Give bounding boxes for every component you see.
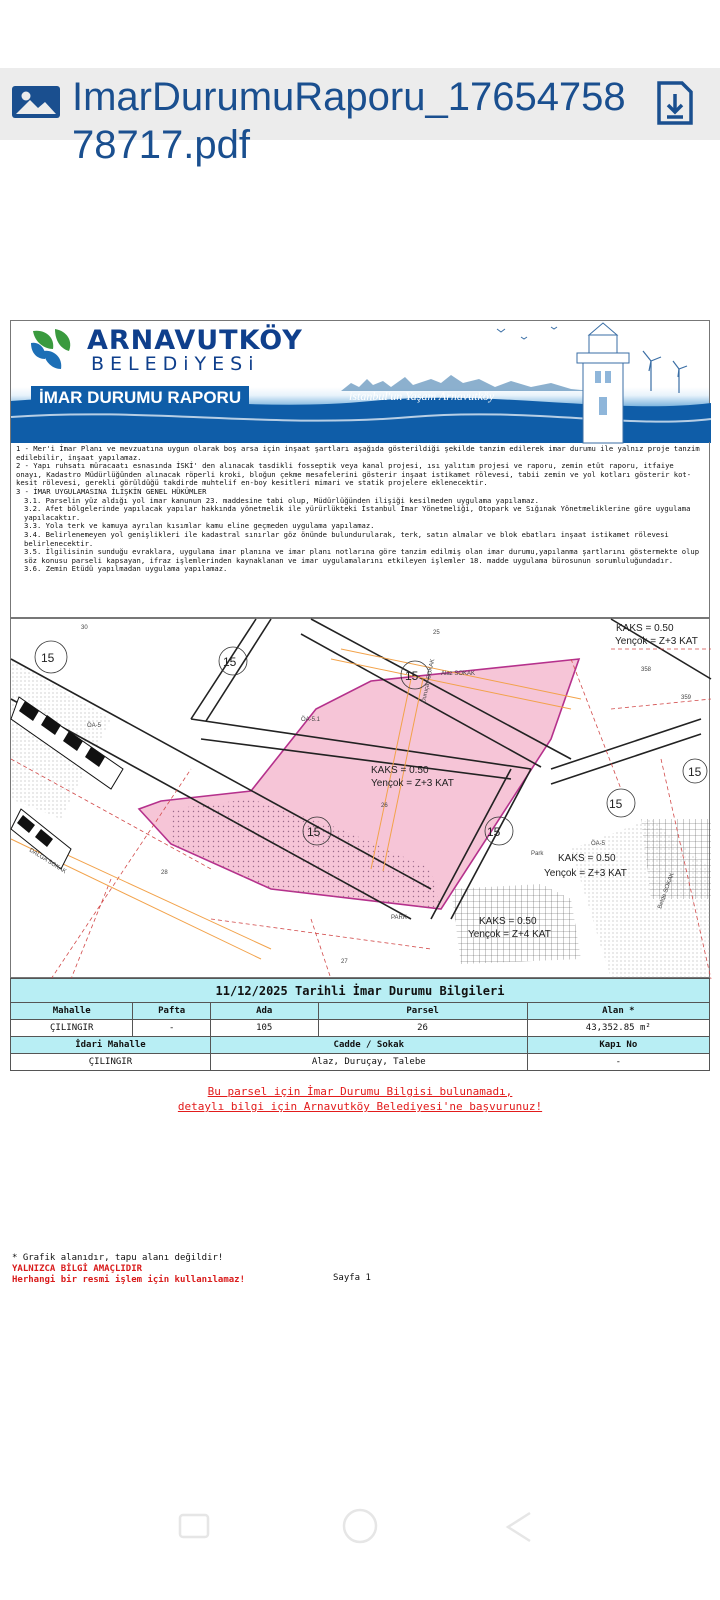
street-label: Belde SOKAK xyxy=(657,872,676,910)
col-header: Mahalle xyxy=(11,1003,133,1020)
rule-text: 3.3. Yola terk ve kamuya ayrılan kısımlar kamu eline geçmeden uygulama yapılamaz. xyxy=(24,521,375,531)
tower-icon xyxy=(577,323,629,443)
yencok-label: Yençok = Z+3 KAT xyxy=(371,778,454,789)
road-width-label: 15 xyxy=(688,765,702,779)
street-label: Duruçay SOKAK xyxy=(421,658,437,704)
park-label: Park xyxy=(531,851,544,857)
footnote-line: * Grafik alanıdır, tapu alanı değildir! xyxy=(12,1253,224,1263)
parcel-number: 358 xyxy=(641,667,652,673)
zoning-map xyxy=(10,618,710,978)
page-number: Sayfa 1 xyxy=(333,1273,371,1283)
table-cell: Alaz, Duruçay, Talebe xyxy=(210,1054,527,1071)
slogan: istanbul'un Yaşam Arnavutköy xyxy=(349,389,495,403)
street-label: DALGA SOKAK xyxy=(27,847,68,876)
table-cell: ÇILINGIR xyxy=(11,1054,211,1071)
footnote xyxy=(12,1253,245,1286)
logo-subtitle: BELEDiYESi xyxy=(91,353,260,375)
navigation-bar xyxy=(0,1515,720,1585)
footnote-warning: Herhangi bir resmi işlem için kullanılamaz! xyxy=(12,1275,245,1285)
logo-title: ARNAVUTKÖY xyxy=(87,325,303,356)
col-header: Alan * xyxy=(527,1003,709,1020)
kaks-label: KAKS = 0.50 xyxy=(558,853,616,864)
road-width-label: 15 xyxy=(307,825,321,839)
image-icon xyxy=(12,86,60,123)
parcel-number: 27 xyxy=(341,959,348,965)
col-header: İdari Mahalle xyxy=(11,1037,211,1054)
street-label: Alaz SOKAK xyxy=(441,671,476,677)
col-header: Kapı No xyxy=(527,1037,709,1054)
kaks-label: KAKS = 0.50 xyxy=(479,916,537,927)
road-width-label: 15 xyxy=(405,669,419,683)
parcel-number: 25 xyxy=(433,630,440,636)
wind-turbine-icon xyxy=(643,351,687,393)
table-cell: ÇILINGIR xyxy=(11,1020,133,1037)
yencok-label: Yençok = Z+4 KAT xyxy=(468,929,551,940)
col-header: Ada xyxy=(210,1003,318,1020)
general-rules xyxy=(10,442,710,618)
zoning-info-table xyxy=(10,978,710,1071)
zone-code: ÖA-5 xyxy=(591,841,606,847)
yencok-label: Yençok = Z+3 KAT xyxy=(544,868,627,879)
park-label: PARK xyxy=(391,915,407,921)
notice-line: Bu parsel için İmar Durumu Bilgisi bulunamadı, xyxy=(207,1085,513,1098)
road-width-label: 15 xyxy=(223,655,237,669)
road-width-label: 15 xyxy=(487,825,501,839)
document-page xyxy=(10,320,710,1320)
table-cell: 26 xyxy=(318,1020,527,1037)
rule-heading: 3 - İMAR UYGULAMASINA İLİŞKİN GENEL HÜKÜMLER xyxy=(16,486,207,496)
parcel-number: 30 xyxy=(81,625,88,631)
download-icon xyxy=(656,80,694,126)
info-title: 11/12/2025 Tarihli İmar Durumu Bilgileri xyxy=(11,979,710,1003)
col-header: Cadde / Sokak xyxy=(210,1037,527,1054)
file-name: ImarDurumuRaporu_176547587871​7.pdf xyxy=(72,75,626,167)
rule-text: 3.1. Parselin yüz aldığı yol imar kanunun 23. maddesine tabi olup, Müdürlüğünden ilişiği kesilmeden uygulama yapılamaz. xyxy=(24,495,539,505)
warning-notice xyxy=(10,1084,710,1114)
report-banner xyxy=(10,320,710,442)
back-icon[interactable] xyxy=(508,1513,530,1541)
road-width-label: 15 xyxy=(609,797,623,811)
table-cell: - xyxy=(133,1020,211,1037)
col-header: Pafta xyxy=(133,1003,211,1020)
rule-text: 3.2. Afet bölgelerinde yapılacak yapılar hakkında yönetmelik ile yürürlükteki İstanbul İmar Yönetmeliği, Otopark ve Sığınak Yönetmeliklerine göre uygulama yapılacaktır. xyxy=(24,504,691,522)
recents-icon[interactable] xyxy=(180,1515,208,1537)
table-cell: 105 xyxy=(210,1020,318,1037)
kaks-label: KAKS = 0.50 xyxy=(371,765,429,776)
kaks-label: KAKS = 0.50 xyxy=(616,623,674,634)
zone-code: ÖA-5 xyxy=(87,723,102,729)
table-cell: 43,352.85 m² xyxy=(527,1020,709,1037)
rule-text: 3.6. Zemin Etüdü yapılmadan uygulama yapılamaz. xyxy=(24,564,228,574)
zone-code: ÖA-5.1 xyxy=(301,717,321,723)
notice-line: detaylı bilgi için Arnavutköy Belediyesi'ne başvurunuz! xyxy=(177,1100,543,1113)
col-header: Parsel xyxy=(318,1003,527,1020)
download-button[interactable] xyxy=(656,80,700,130)
road-width-label: 15 xyxy=(41,651,55,665)
footnote-warning: YALNIZCA BİLGİ AMAÇLIDIR xyxy=(12,1264,143,1274)
yencok-label: Yençok = Z+3 KAT xyxy=(615,636,698,647)
table-cell: - xyxy=(527,1054,709,1071)
home-icon[interactable] xyxy=(344,1510,376,1542)
logo-icon xyxy=(31,329,70,369)
rule-text: 3.4. Belirlenemeyen yol genişlikleri ile kadastral sınırlar göz önünde bulundurularak, terk, satın almalar ve blok ebatları inşaat istikamet rölevesi belirlenecektir. xyxy=(24,529,669,548)
parcel-number: 26 xyxy=(381,803,388,809)
rule-text: 2 - Yapı ruhsatı müracaatı esnasında İSKİ' den alınacak tasdikli fosseptik veya kanal projesi, ısı yalıtım projesi ve raporu, zemin etüt raporu, itfaiye onayı, Kadastro Müdürlüğünden alınacak röperli kroki, bloğun çekme mesafelerini gösterir inşaat istikamet rölevesi, tabii zemin ve yol kotları gösterir kot-kesit rölevesi, gerekli görüldüğü takdirde muhtelif en-boy kesitleri mimari ve statik projelere eklenecektir. xyxy=(16,461,692,488)
parcel-number: 28 xyxy=(161,870,168,876)
rule-text: 1 - Mer'i İmar Planı ve mevzuatına uygun olarak boş arsa için inşaat şartları aşağıda gösterildiği şekilde tanzim edilerek imar durumu ile yalnız proje tanzim edilebilir, inşaat yapılamaz. xyxy=(16,444,700,462)
parcel-number: 359 xyxy=(681,695,692,701)
rule-text: 3.5. İlgilisinin sunduğu evraklara, uygulama imar planına ve imar planı notlarına göre tanzim edilmiş olan imar durumu,yapılanma şartlarını göstermekte olup söz konusu parseli kapsayan, ifraz işlemlerinden kaynaklanan ve imar uygulamalarını etkileyen işlemler 18. madde uygulama bürosunun sorumluluğundadır. xyxy=(24,547,700,565)
report-title: İMAR DURUMU RAPORU xyxy=(31,386,249,410)
